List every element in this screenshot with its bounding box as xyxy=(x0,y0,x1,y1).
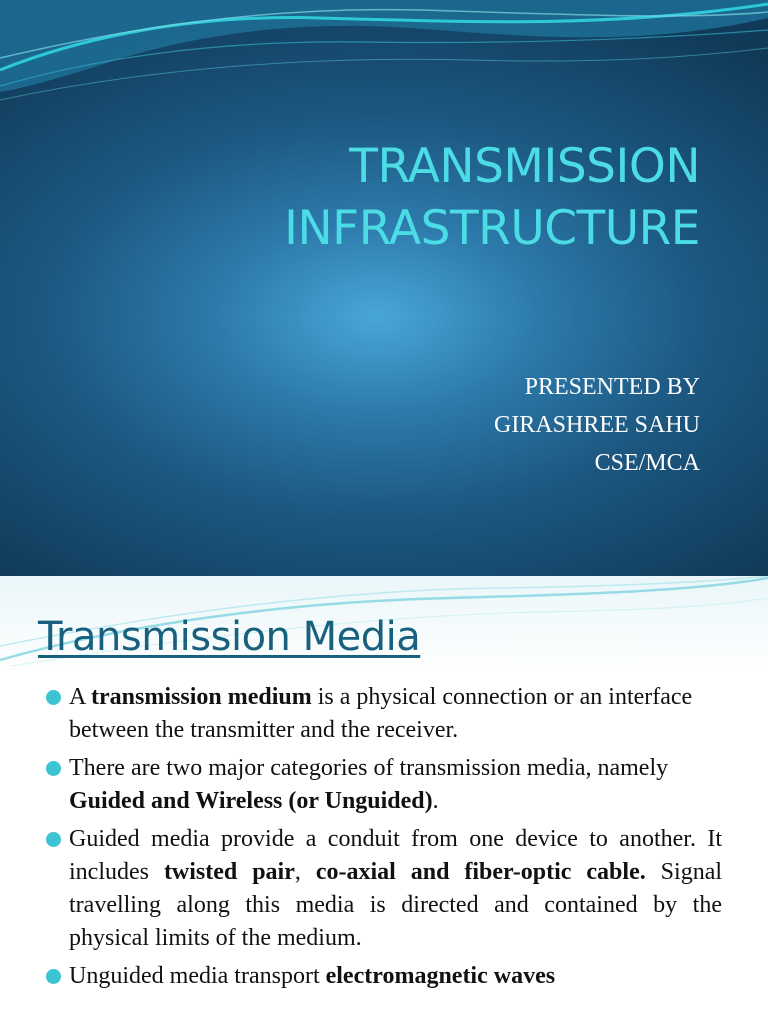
presenter-dept: CSE/MCA xyxy=(594,450,700,476)
title-line-2: INFRASTRUCTURE xyxy=(284,201,700,256)
presenter-block xyxy=(300,368,700,482)
title-line-1: TRANSMISSION xyxy=(349,139,700,194)
presenter-name: GIRASHREE SAHU xyxy=(493,412,700,438)
slide-title xyxy=(80,136,700,260)
bullet-dot-icon xyxy=(46,969,61,984)
presenter-label: PRESENTED BY xyxy=(524,374,700,400)
slide-heading: Transmission Media xyxy=(38,614,421,660)
bullet-item: There are two major categories of transmission media, namely Guided and Wireless (or Unguided). xyxy=(46,752,722,818)
bullet-list xyxy=(46,681,722,998)
bullet-item: Guided media provide a conduit from one device to another. It includes twisted pair, co-axial and fiber-optic cable. Signal travelling along this media is directed and contained by the physical limits of the medium. xyxy=(46,823,722,955)
bullet-item: Unguided media transport electromagnetic waves xyxy=(46,960,722,993)
bullet-dot-icon xyxy=(46,832,61,847)
bullet-dot-icon xyxy=(46,761,61,776)
wave-decoration xyxy=(0,0,768,140)
bullet-dot-icon xyxy=(46,690,61,705)
content-slide xyxy=(0,576,768,1024)
bullet-item: A transmission medium is a physical connection or an interface between the transmitter and the receiver. xyxy=(46,681,722,747)
